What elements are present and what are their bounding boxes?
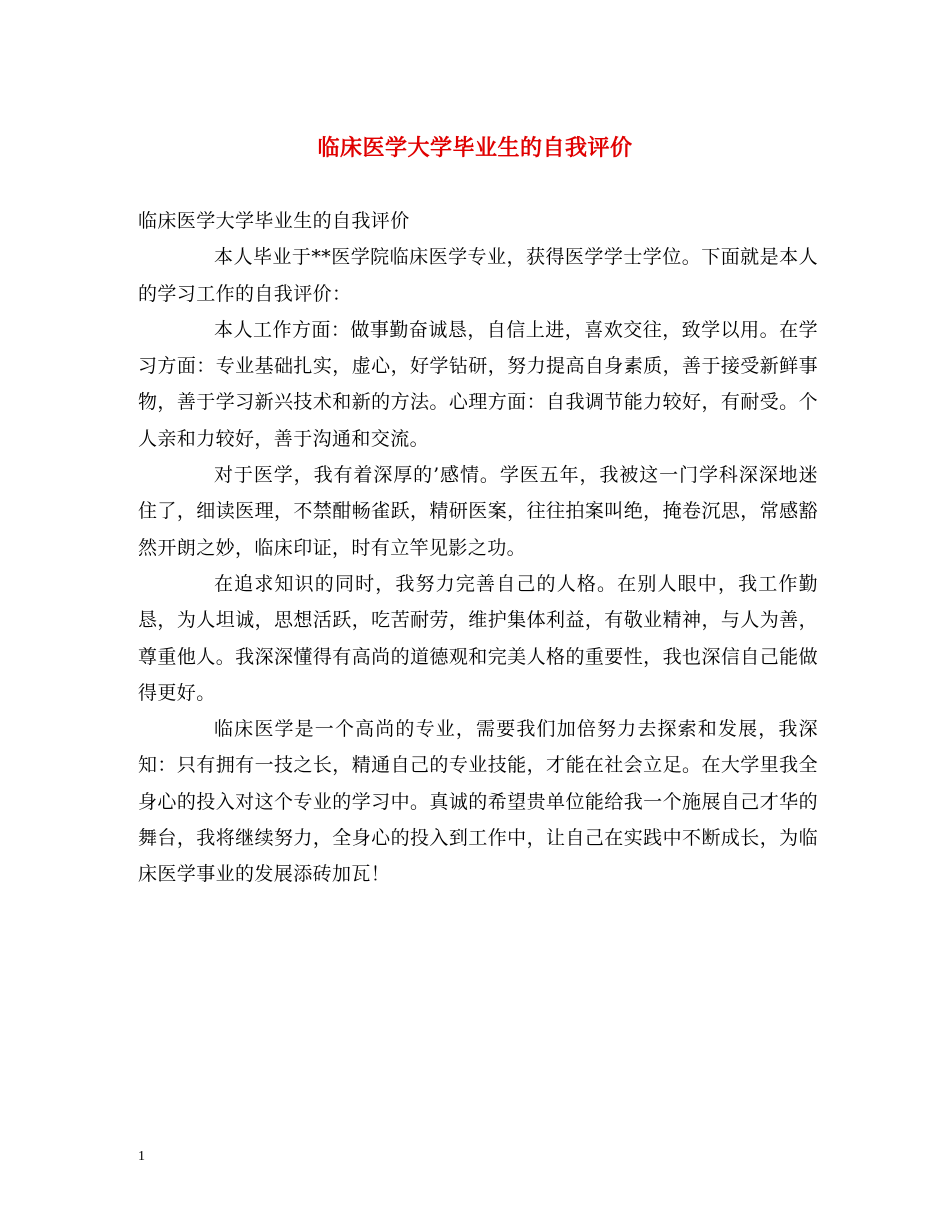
paragraph-medicine: 对于医学，我有着深厚的’感情。学医五年，我被这一门学科深深地迷住了，细读医理，不禁酣畅雀跃，精研医案，往往拍案叫绝，掩卷沉思，常感豁然开朗之妙，临床印证，时有立竿见影之功。 [138, 464, 818, 559]
paragraph-work: 本人工作方面：做事勤奋诚恳，自信上进，喜欢交往，致学以用。在学习方面：专业基础扎实，虚心，好学钻研，努力提高自身素质，善于接受新鲜事物，善于学习新兴技术和新的方法。心理方面：自我调节能力较好，有耐受。个人亲和力较好，善于沟通和交流。 [138, 318, 818, 450]
page-number: 1 [138, 1149, 145, 1164]
document-body [138, 203, 818, 893]
paragraph-conclusion: 临床医学是一个高尚的专业，需要我们加倍努力去探索和发展，我深知：只有拥有一技之长，精通自己的专业技能，才能在社会立足。在大学里我全身心的投入对这个专业的学习中。真诚的希望贵单位能给我一个施展自己才华的舞台，我将继续努力，全身心的投入到工作中，让自己在实践中不断成长，为临床医学事业的发展添砖加瓦！ [138, 718, 818, 886]
paragraph-heading: 临床医学大学毕业生的自我评价 [138, 210, 410, 232]
document-title: 临床医学大学毕业生的自我评价 [317, 135, 633, 161]
paragraph-character: 在追求知识的同时，我努力完善自己的人格。在别人眼中，我工作勤恳，为人坦诚，思想活跃，吃苦耐劳，维护集体利益，有敬业精神，与人为善，尊重他人。我深深懂得有高尚的道德观和完美人格的重要性，我也深信自己能做得更好。 [138, 572, 818, 704]
paragraph-intro: 本人毕业于**医学院临床医学专业，获得医学学士学位。下面就是本人的学习工作的自我评价： [138, 246, 818, 305]
